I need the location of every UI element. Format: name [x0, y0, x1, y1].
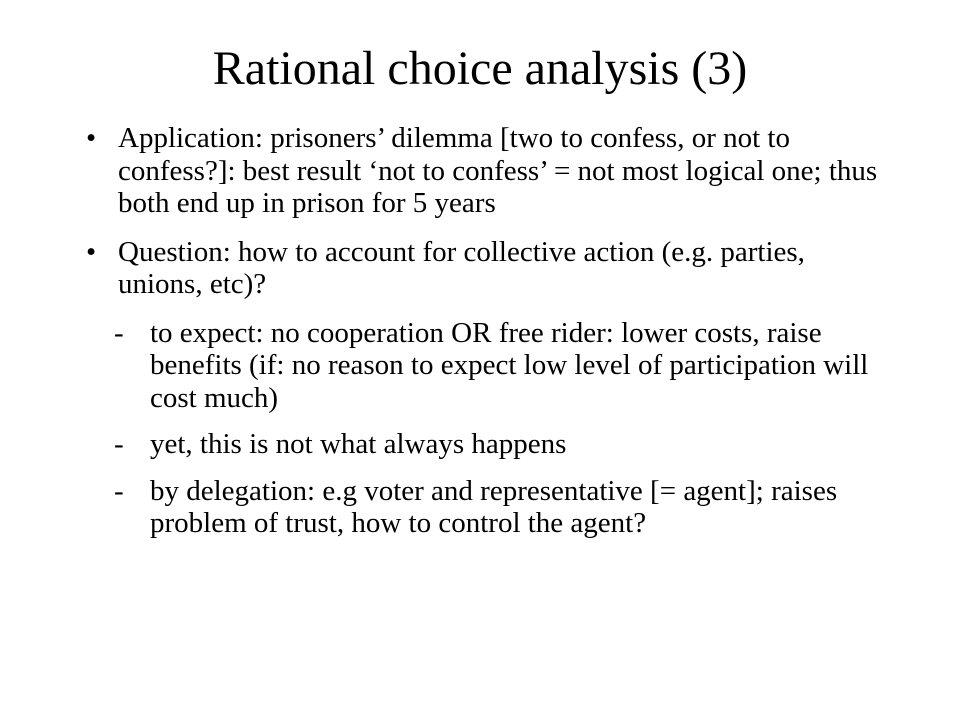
subitem-text: yet, this is not what always happens — [150, 428, 567, 460]
dash-marker: - — [114, 316, 124, 349]
subitem-text: by delegation: e.g voter and representative [= agent]; raises problem of trust, how to control the agent? — [150, 474, 838, 539]
slide-title: Rational choice analysis (3) — [212, 42, 748, 95]
bullet-item-application — [80, 122, 880, 220]
bullet-marker: • — [86, 235, 97, 268]
slide-body — [80, 122, 880, 556]
dash-marker: - — [114, 474, 124, 507]
bullet-text: Application: prisoners’ dilemma [two to confess, or not to confess?]: best result ‘not to confess’ = not most logical one; thus both end up in prison for 5 years — [118, 122, 878, 219]
subitem-text: to expect: no cooperation OR free rider: lower costs, raise benefits (if: no reason to expect low level of participation will cost much) — [150, 316, 869, 414]
bullet-text: Question: how to account for collective action (e.g. parties, unions, etc)? — [118, 235, 805, 300]
subitem-to-expect — [80, 317, 880, 415]
subitem-delegation — [80, 475, 880, 540]
dash-marker: - — [114, 428, 124, 460]
bullet-marker: • — [86, 122, 97, 154]
bullet-item-question — [80, 236, 880, 540]
subitem-yet — [80, 428, 880, 461]
